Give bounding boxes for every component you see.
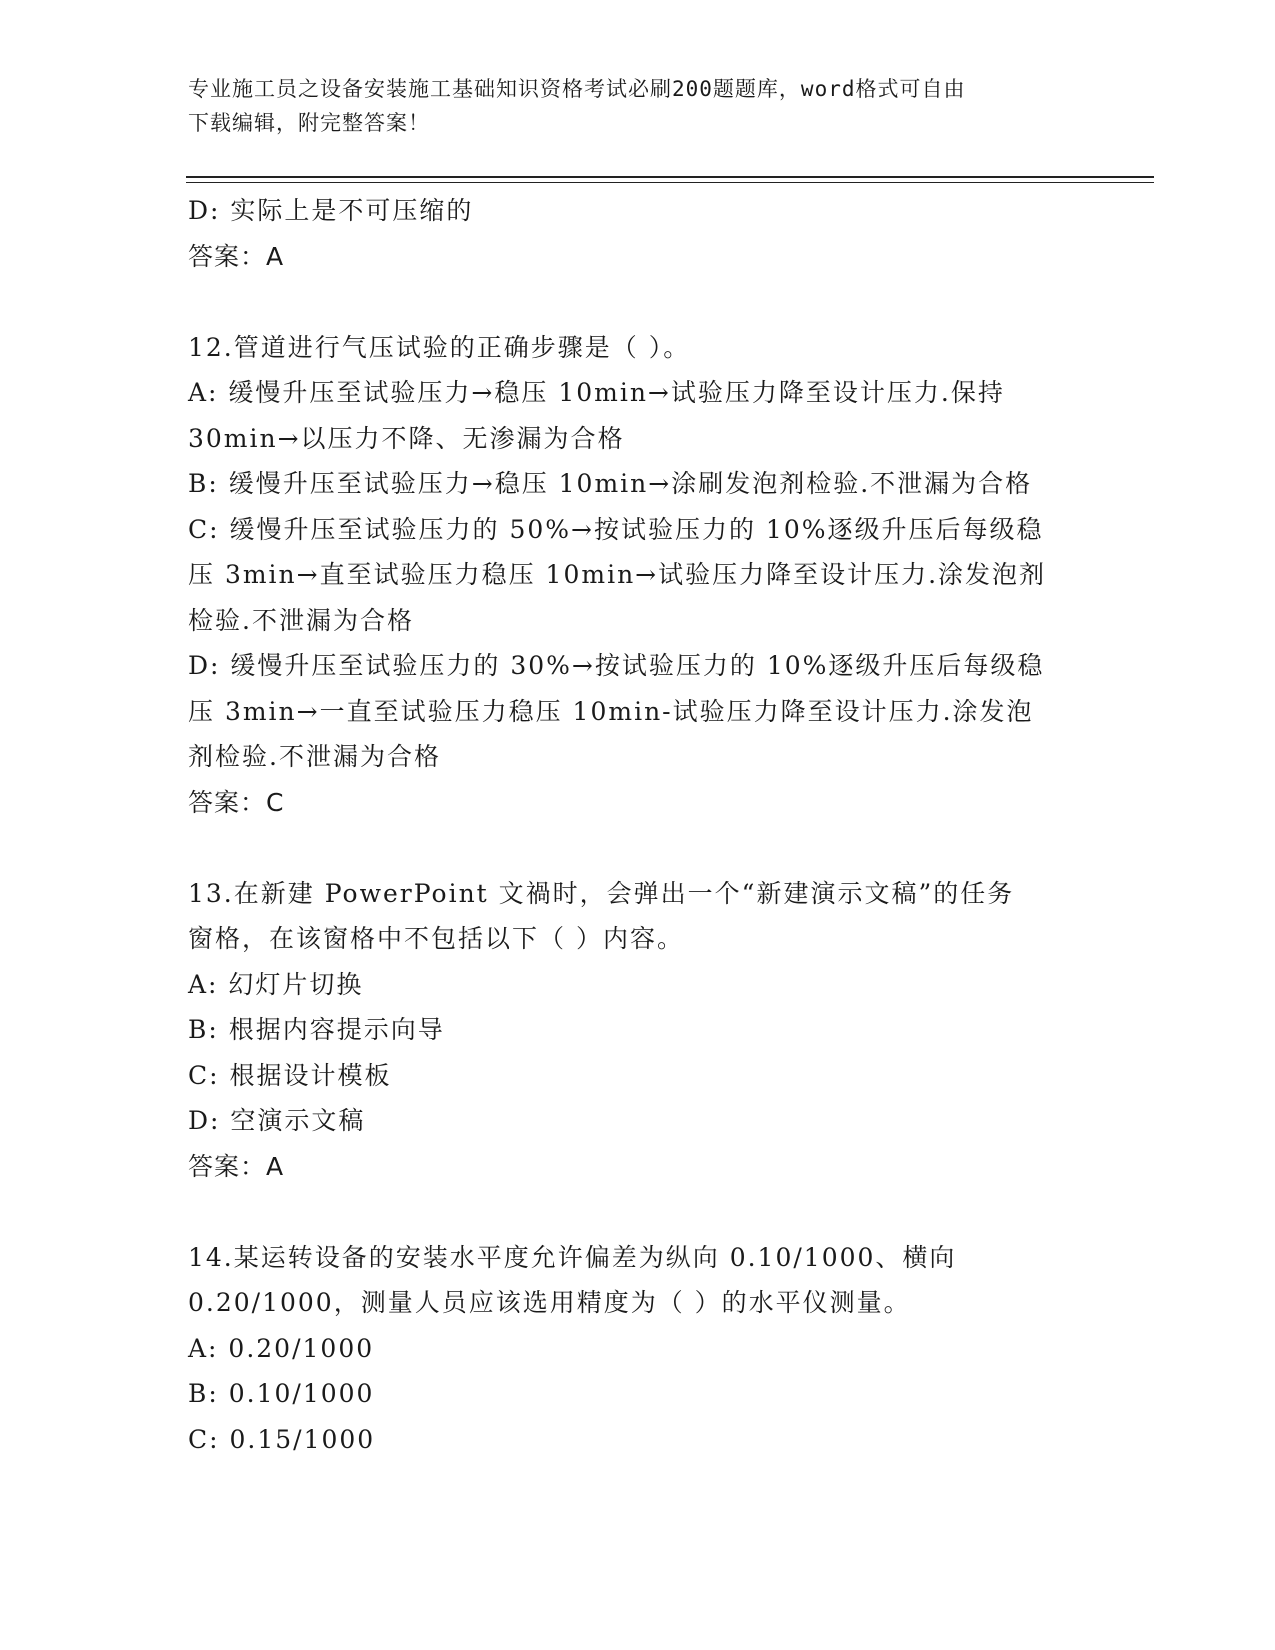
option-c: C: 缓慢升压至试验压力的 50%→按试验压力的 10%逐级升压后每级稳 <box>188 514 1044 544</box>
option-a: A: 0.20/1000 <box>188 1333 375 1363</box>
option-d-cont-2: 剂检验.不泄漏为合格 <box>188 742 441 771</box>
question-13 <box>188 871 1088 1190</box>
answer-line: 答案：A <box>188 1151 285 1181</box>
document-body <box>188 188 1088 1462</box>
question-stem-cont: 窗格，在该窗格中不包括以下（ ）内容。 <box>188 924 684 953</box>
option-a-cont: 30min→以压力不降、无渗漏为合格 <box>188 423 625 453</box>
answer-line: 答案：C <box>188 787 285 817</box>
option-b: B: 0.10/1000 <box>188 1379 375 1408</box>
option-a: A: 缓慢升压至试验压力→稳压 10min→试验压力降至设计压力.保持 <box>188 378 1005 407</box>
question-stem: 14.某运转设备的安装水平度允许偏差为纵向 0.10/1000、横向 <box>188 1242 957 1272</box>
option-a: A: 幻灯片切换 <box>188 969 364 999</box>
question-stem: 13.在新建 PowerPoint 文禍时，会弹出一个“新建演示文稿”的任务 <box>188 878 1015 908</box>
option-b: B: 缓慢升压至试验压力→稳压 10min→涂刷发泡剂检验.不泄漏为合格 <box>188 469 1033 498</box>
question-stem-cont: 0.20/1000，测量人员应该选用精度为（ ）的水平仪测量。 <box>188 1288 911 1317</box>
option-c: C: 根据设计模板 <box>188 1060 392 1090</box>
question-stem: 12.管道进行气压试验的正确步骤是（ ）。 <box>188 332 691 362</box>
option-c-cont-2: 检验.不泄漏为合格 <box>188 605 414 635</box>
option-c-cont: 压 3min→直至试验压力稳压 10min→试验压力降至设计压力.涂发泡剂 <box>188 560 1047 589</box>
question-12 <box>188 325 1088 826</box>
spacer <box>188 279 1088 325</box>
spacer <box>188 825 1088 871</box>
option-c: C: 0.15/1000 <box>188 1424 376 1454</box>
header-divider-thick <box>186 176 1154 178</box>
option-b: B: 根据内容提示向导 <box>188 1015 445 1044</box>
prev-question-tail <box>188 188 1088 279</box>
answer-line: 答案：A <box>188 241 285 271</box>
option-d: D: 缓慢升压至试验压力的 30%→按试验压力的 10%逐级升压后每级稳 <box>188 651 1045 680</box>
header-divider-thin <box>186 182 1154 183</box>
option-d: D: 空演示文稿 <box>188 1106 366 1135</box>
spacer <box>188 1189 1088 1235</box>
option-d-cont: 压 3min→一直至试验压力稳压 10min-试验压力降至设计压力.涂发泡 <box>188 696 1034 726</box>
question-14 <box>188 1235 1088 1463</box>
header-line-1: 专业施工员之设备安装施工基础知识资格考试必刷200题题库，word格式可自由 <box>188 77 966 101</box>
option-d: D: 实际上是不可压缩的 <box>188 196 474 225</box>
header-line-2: 下载编辑，附完整答案！ <box>188 111 430 135</box>
document-header <box>188 72 1088 140</box>
